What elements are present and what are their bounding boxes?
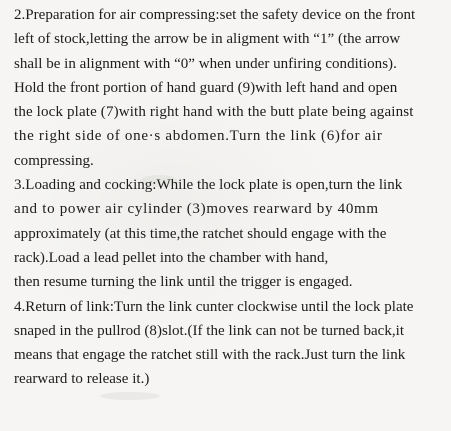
text-line: Hold the front portion of hand guard (9)with left hand and open bbox=[14, 79, 398, 96]
text-line: left of stock,letting the arrow be in aligment with “1” (the arrow bbox=[14, 31, 401, 48]
text-line: rearward to release it.) bbox=[14, 371, 150, 388]
text-line: and to power air cylinder (3)moves rearward by 40mm bbox=[14, 201, 379, 218]
text-line: rack).Load a lead pellet into the chamber with hand, bbox=[14, 249, 329, 266]
text-line: 4.Return of link:Turn the link cunter clockwise until the lock plate bbox=[14, 298, 414, 315]
text-line: 3.Loading and cocking:While the lock plate is open,turn the link bbox=[14, 177, 403, 194]
instruction-text bbox=[14, 3, 446, 392]
scan-smudge bbox=[100, 392, 160, 400]
text-line: approximately (at this time,the ratchet should engage with the bbox=[14, 225, 387, 242]
text-line: the right side of one·s abdomen.Turn the link (6)for air bbox=[14, 128, 383, 145]
text-line: compressing. bbox=[14, 152, 94, 169]
text-line: snaped in the pullrod (8)slot.(If the link can not be turned back,it bbox=[14, 322, 405, 339]
text-line: 2.Preparation for air compressing:set the safety device on the front bbox=[14, 7, 416, 23]
text-line: the lock plate (7)with right hand with the butt plate being against bbox=[14, 104, 414, 121]
text-line: then resume turning the link until the trigger is engaged. bbox=[14, 274, 353, 291]
text-line: shall be in alignment with “0” when under unfiring conditions). bbox=[14, 55, 397, 72]
text-line: means that engage the ratchet still with the rack.Just turn the link bbox=[14, 347, 406, 364]
